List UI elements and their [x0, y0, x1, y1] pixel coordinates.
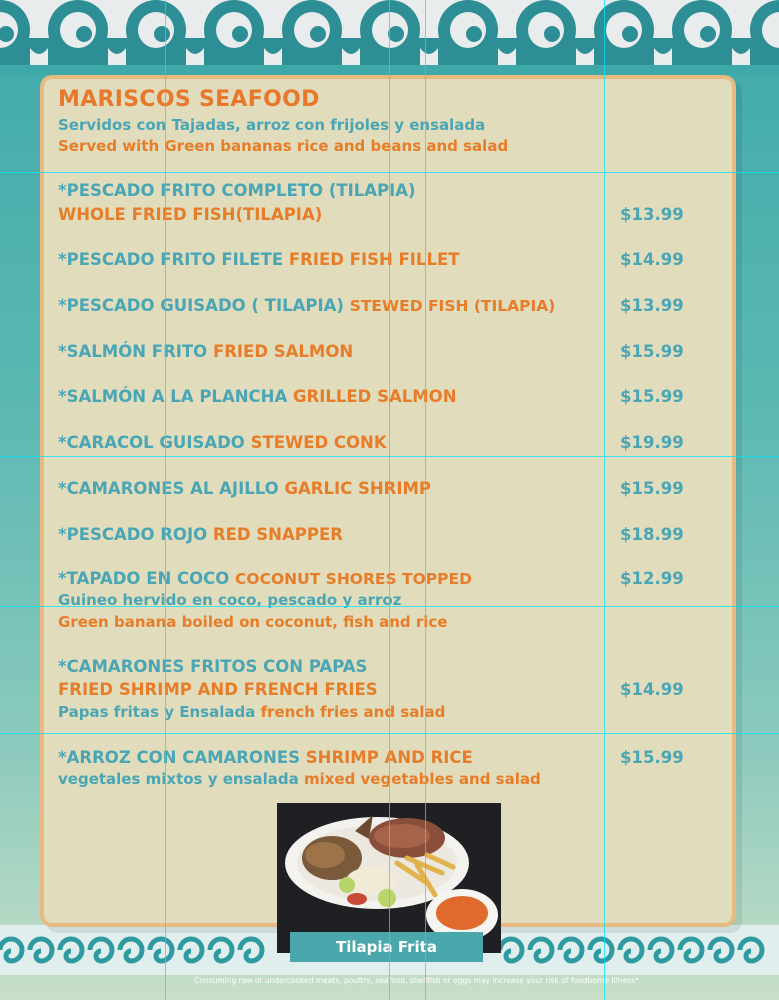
item-name-spanish: *PESCADO FRITO COMPLETO (TILAPIA): [58, 181, 416, 200]
item-name-spanish: *TAPADO EN COCO: [58, 569, 236, 588]
menu-item: [58, 387, 457, 406]
menu-item: [58, 250, 459, 269]
food-safety-disclaimer: Consuming raw or undercooked meats, poultry, seafood, shellfish or eggs may increase your risk of foodborne Illness*: [194, 976, 639, 985]
item-name-english: SHRIMP AND RICE: [305, 748, 473, 767]
item-price: $15.99: [620, 748, 684, 767]
item-description-english: french fries and salad: [260, 703, 446, 721]
item-price: $15.99: [620, 342, 684, 361]
item-description-spanish: Papas fritas y Ensalada: [58, 703, 261, 721]
item-name-english: RED SNAPPER: [212, 525, 343, 544]
item-description-english: Green banana boiled on coconut, fish and rice: [58, 613, 448, 631]
item-name-english: FRIED SALMON: [212, 342, 354, 361]
item-price: $18.99: [620, 525, 684, 544]
menu-item: [58, 296, 555, 315]
item-description-spanish: Guineo hervido en coco, pescado y arroz: [58, 591, 402, 609]
item-price: $12.99: [620, 569, 684, 588]
subtitle-english: Served with Green bananas rice and beans and salad: [58, 137, 509, 155]
item-name-english: STEWED FISH (TILAPIA): [349, 297, 556, 315]
item-name-spanish: *CAMARONES FRITOS CON PAPAS: [58, 657, 368, 676]
item-description-english: mixed vegetables and salad: [303, 770, 541, 788]
item-name-english: FRIED FISH FILLET: [288, 250, 460, 269]
menu-item: [58, 479, 431, 498]
item-price: $13.99: [620, 205, 684, 224]
wave-pattern-icon: [0, 0, 779, 75]
menu-panel: [40, 75, 736, 927]
item-description: [58, 703, 445, 721]
menu-item: [58, 525, 343, 544]
item-description: [58, 770, 541, 788]
item-price: $15.99: [620, 387, 684, 406]
item-name-english: FRIED SHRIMP AND FRENCH FRIES: [58, 680, 378, 699]
item-name-spanish: *CAMARONES AL AJILLO: [58, 479, 285, 498]
photo-caption: Tilapia Frita: [290, 932, 483, 962]
item-name-spanish: *PESCADO ROJO: [58, 525, 213, 544]
menu-title: MARISCOS SEAFOOD: [58, 87, 320, 112]
item-name-spanish: *PESCADO FRITO FILETE: [58, 250, 289, 269]
item-price: $19.99: [620, 433, 684, 452]
top-wave-decoration: [0, 0, 779, 75]
fried-tilapia-plate-image: [277, 803, 501, 953]
item-name-spanish: *PESCADO GUISADO ( TILAPIA): [58, 296, 350, 315]
item-name-english: WHOLE FRIED FISH(TILAPIA): [58, 205, 323, 224]
item-name-english: STEWED CONK: [250, 433, 387, 452]
item-price: $14.99: [620, 250, 684, 269]
subtitle-spanish: Servidos con Tajadas, arroz con frijoles y ensalada: [58, 116, 486, 134]
item-price: $13.99: [620, 296, 684, 315]
item-name-english: COCONUT SHORES TOPPED: [235, 570, 472, 588]
item-name-english: GARLIC SHRIMP: [284, 479, 432, 498]
item-price: $15.99: [620, 479, 684, 498]
item-name-spanish: *ARROZ CON CAMARONES: [58, 748, 306, 767]
menu-item: [58, 748, 473, 767]
item-price: $14.99: [620, 680, 684, 699]
item-name-english: GRILLED SALMON: [292, 387, 457, 406]
menu-item: [58, 569, 472, 588]
item-name-spanish: *SALMÓN FRITO: [58, 342, 213, 361]
menu-item: [58, 433, 387, 452]
item-description-spanish: vegetales mixtos y ensalada: [58, 770, 304, 788]
item-name-spanish: *CARACOL GUISADO: [58, 433, 251, 452]
food-photo: [277, 803, 501, 953]
item-name-spanish: *SALMÓN A LA PLANCHA: [58, 387, 293, 406]
menu-item: [58, 342, 353, 361]
